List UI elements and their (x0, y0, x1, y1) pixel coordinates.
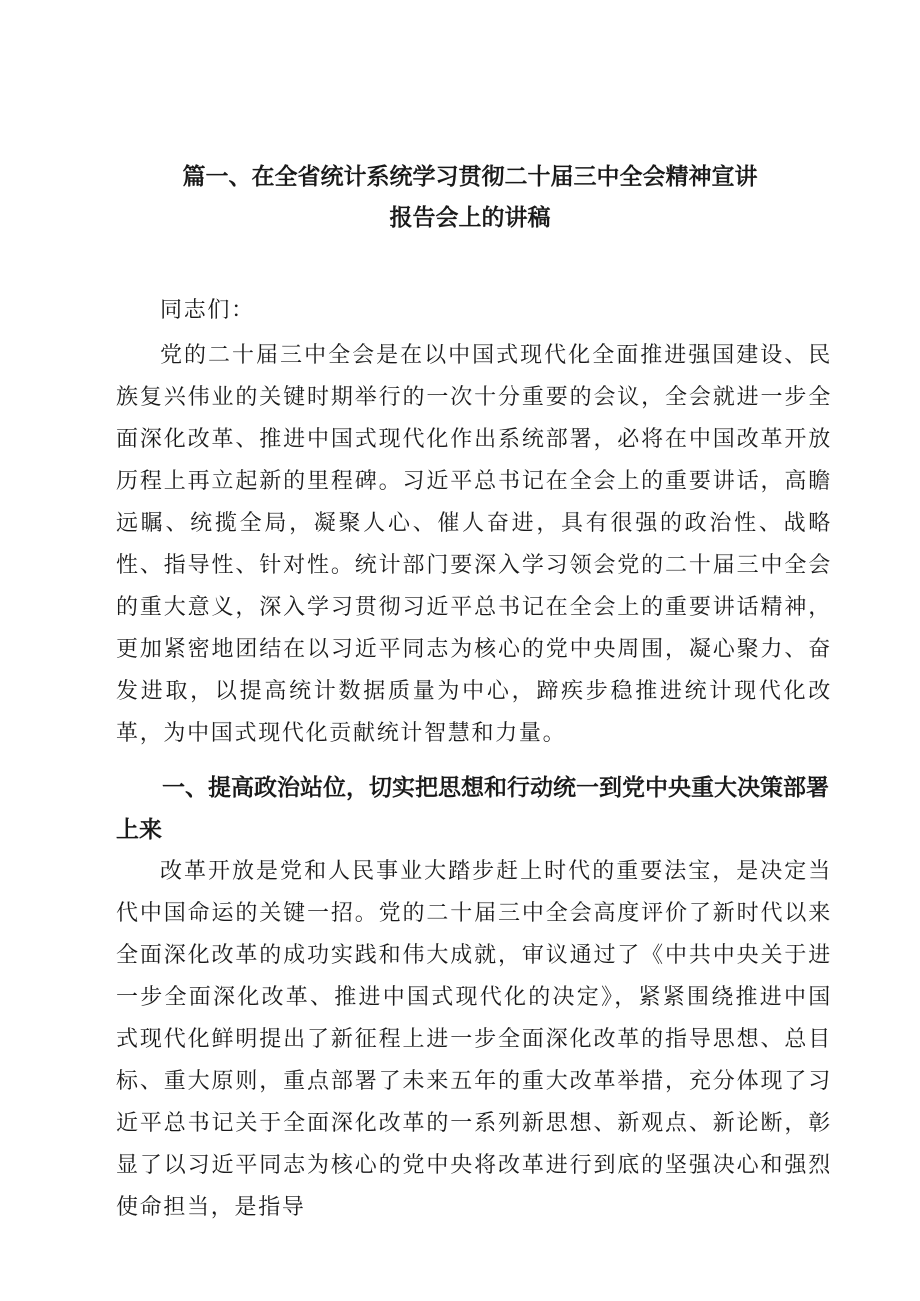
document-title-line1: 篇一、在全省统计系统学习贯彻二十届三中全会精神宣讲 (182, 164, 758, 190)
salutation: 同志们： (160, 298, 255, 323)
paragraph-intro: 党的二十届三中全会是在以中国式现代化全面推进强国建设、民族复兴伟业的关键时期举行的一次十分重要的会议，全会就进一步全面深化改革、推进中国式现代化作出系统部署，必将在中国改革开放历程上再立起新的里程碑。习近平总书记在全会上的重要讲话，高瞻远瞩、统揽全局，凝聚人心、催人奋进，具有很强的政治性、战略性、指导性、针对性。统计部门要深入学习领会党的二十届三中全会的重大意义，深入学习贯彻习近平总书记在全会上的重要讲话精神，更加紧密地团结在以习近平同志为核心的党中央周围，凝心聚力、奋发进取，以提高统计数据质量为中心，蹄疾步稳推进统计现代化改革，为中国式现代化贡献统计智慧和力量。 (116, 343, 832, 746)
paragraph-section1: 改革开放是党和人民事业大踏步赶上时代的重要法宝，是决定当代中国命运的关键一招。党的二十届三中全会高度评价了新时代以来全面深化改革的成功实践和伟大成就，审议通过了《中共中央关于进一步全面深化改革、推进中国式现代化的决定》，紧紧围绕推进中国式现代化鲜明提出了新征程上进一步全面深化改革的指导思想、总目标、重大原则，重点部署了未来五年的重大改革举措，充分体现了习近平总书记关于全面深化改革的一系列新思想、新观点、新论断，彰显了以习近平同志为核心的党中央将改革进行到底的坚强决心和强烈使命担当，是指导 (116, 859, 832, 1220)
section-heading-1: 一、提高政治站位，切实把思想和行动统一到党中央重大决策部署上来 (116, 775, 829, 843)
document-title-line2: 报告会上的讲稿 (389, 205, 551, 231)
